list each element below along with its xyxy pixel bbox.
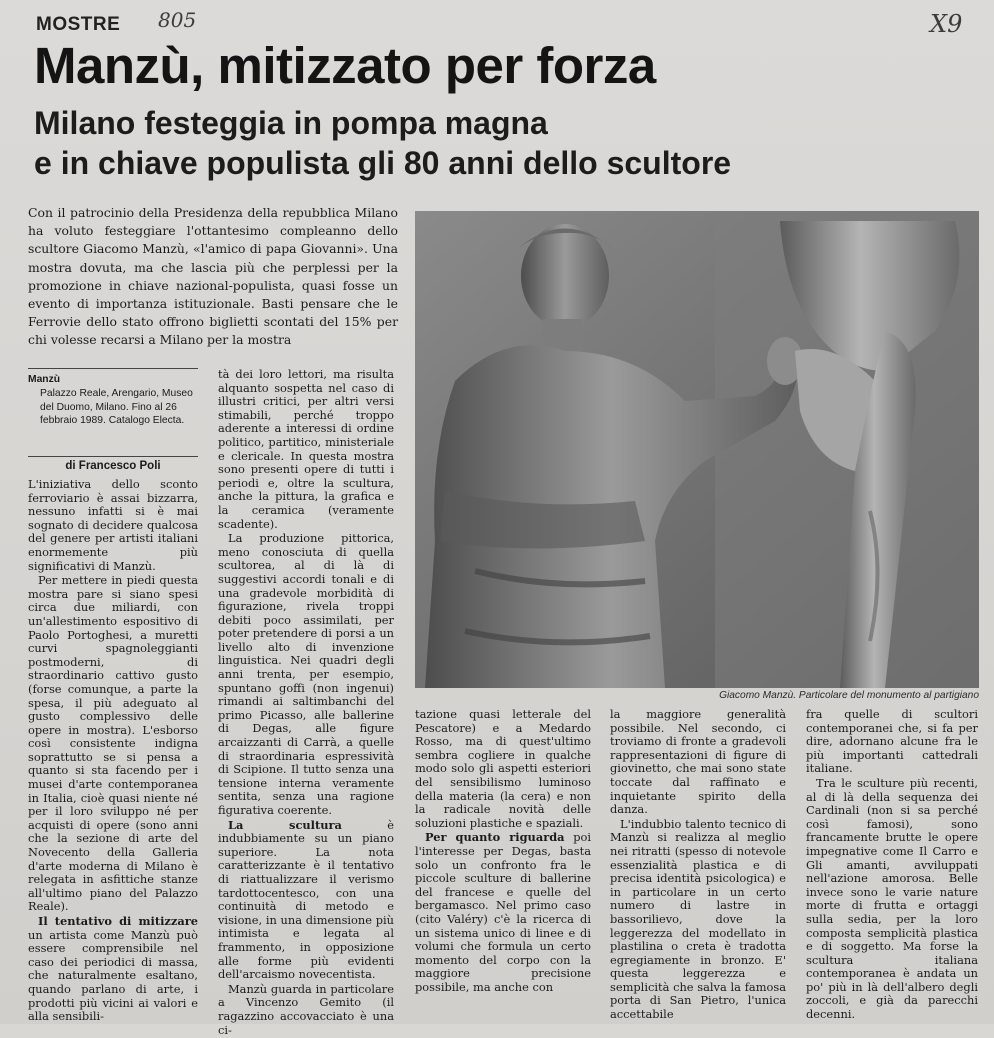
paragraph-lead: Per quanto riguarda: [425, 830, 565, 845]
headline: Manzù, mitizzato per forza: [34, 37, 656, 94]
paragraph: Tra le sculture più recenti, al di là della sequenza dei Cardinali (non si sa perché così famosi), sono francamente brutte le opere impegnative come Il Carro e Gli amanti, avviluppati nell'azione amorosa. Belle invece sono le varie nature morte di frutta e ortaggi sulla sedia, per la loro composta semplicità plastica e di soggetto. Ma forse la scultura italiana contemporanea è andata un po' più in là dell'albero degli zoccoli, e già da parecchi decenni.: [806, 775, 978, 1022]
article-column-1: [28, 478, 198, 1025]
paragraph: fra quelle di scultori contemporanei che, si fa per dire, adornano alcune fra le più importanti cattedrali italiane.: [806, 707, 978, 776]
photo-caption: Giacomo Manzù. Particolare del monumento al partigiano: [719, 690, 979, 701]
article-column-2: [218, 368, 394, 1038]
exhibition-title: Manzù: [28, 374, 61, 385]
handwritten-note-left: 805: [158, 8, 197, 32]
paragraph: L'iniziativa dello sconto ferroviario è assai bizzarra, nessuno infatti si è mai sognato di decidere qualcosa del genere per artisti italiani enormemente più significativi di Manzù.: [28, 477, 198, 573]
paragraph-text: è indubbiamente su un piano superiore. La nota caratterizzante è il tentativo di riattualizzare il verismo tardottocentesco, con una continuità di metodo e visione, in una dimensione più intimista e legata al frammento, in opposizione alle forme più evidenti dell'arcaismo novecentista.: [218, 817, 394, 982]
paragraph: tazione quasi letterale del Pescatore) e a Medardo Rosso, ma di quest'ultimo sembra cogliere in qualche modo solo gli aspetti esteriori del sensibilismo luminoso della materia (la cera) e non la radicale novità delle soluzioni plastiche e spaziali.: [415, 707, 591, 830]
paragraph-lead: La scultura: [228, 817, 342, 832]
subheadline: [34, 103, 964, 183]
paragraph: [415, 831, 591, 994]
paragraph: tà dei loro lettori, ma risulta alquanto sospetta nel caso di illustri critici, per altri versi stimabili, perché troppo aderente a interessi di ordine politico, partitico, ministeriale e clericale. In questa mostra sono presenti opere di tutti i periodi e, oltre la scultura, anche la pittura, la grafica e la ceramica (veramente scadente).: [218, 367, 394, 531]
paragraph-text: un artista come Manzù può essere comprensibile nel caso dei periodici di massa, che naturalmente esaltano, quando parlano di arte, i prodotti più vicini ai valori e alla sensibili-: [28, 927, 198, 1024]
paragraph: La produzione pittorica, meno conosciuta di quella scultorea, al di là di suggestivi accordi tonali e di una gradevole morbidità di figurazione, rivela troppi debiti poco assimilati, per poter pretendere di porsi a un livello alto di invenzione linguistica. Nei quadri degli anni trenta, per esempio, spuntano goffi (non ingenui) rimandi ai saltimbanchi del primo Picasso, alle ballerine di Degas, alle figure arcaizzanti di Carrà, a quelle di straordinaria espressività di Scipione. Il tutto senza una tensione interna veramente sentita, senza una ragione figurativa coerente.: [218, 531, 394, 817]
paragraph-lead: Il tentativo di mitizzare: [38, 914, 198, 928]
paragraph: Manzù guarda in particolare a Vincenzo Gemito (il ragazzino accovacciato è una ci-: [218, 981, 394, 1037]
article-column-5: [806, 708, 978, 1023]
paragraph: la maggiore generalità possibile. Nel secondo, ci troviamo di fronte a gradevoli rappresentazioni di figure di giovinetto, che mai sono state toccate dal raffinato e inquietante spirito della danza.: [610, 707, 786, 817]
paragraph-text: poi l'interesse per Degas, basta solo un confronto fra le piccole sculture di ballerine del francese e quelle del bergamasco. Nel primo caso (cito Valéry) c'è la ricerca di un sistema unico di linee e di volumi che formula un certo momento del corpo con la maggiore precisione possibile, ma anche con: [415, 830, 592, 994]
sculpture-photo: [415, 211, 979, 688]
handwritten-note-right: X9: [930, 10, 963, 38]
sculpture-photo-graphic: [415, 211, 979, 688]
exhibition-info-box: [28, 368, 198, 428]
subheadline-line-2: e in chiave populista gli 80 anni dello scultore: [34, 145, 732, 181]
article-intro: Con il patrocinio della Presidenza della repubblica Milano ha voluto festeggiare l'ottantesimo compleanno dello scultore Giacomo Manzù, «l'amico di papa Giovanni». Una mostra dovuta, ma che lascia più che perplessi per la promozione in chiave nazional-populista, quasi fosse un evento di importanza istituzionale. Basti pensare che le Ferrovie dello stato offrono biglietti scontati del 15% per chi volesse recarsi a Milano per la mostra: [28, 205, 398, 348]
article-column-4: [610, 708, 786, 1023]
paragraph: L'indubbio talento tecnico di Manzù si realizza al meglio nei ritratti (spesso di notevole essenzialità plastica e di precisa identità psicologica) e in particolare in un certo numero di lastre in bassorilievo, dove la leggerezza del modellato in plastilina o creta è tradotta egregiamente in bronzo. E' questa leggerezza e semplicità che salva la famosa porta di San Pietro, l'unica accettabile: [610, 816, 786, 1022]
exhibition-details: Palazzo Reale, Arengario, Museo del Duomo, Milano. Fino al 26 febbraio 1989. Catalogo Electa.: [40, 388, 193, 427]
author-byline: di Francesco Poli: [28, 456, 198, 472]
paragraph: [28, 915, 198, 1024]
paragraph: [218, 819, 394, 982]
section-kicker: MOSTRE: [36, 14, 121, 35]
paragraph: Per mettere in piedi questa mostra pare si siano spesi circa due miliardi, con un'allestimento espositivo di Paolo Portoghesi, a muretti curvi spagnoleggianti postmoderni, di straordinario cattivo gusto (forse comunque, a parte la spesa, il più adeguato al gusto complessivo delle opere in mostra). L'esborso così consistente indigna soprattutto se si pensa a quanto si sta facendo per i musei d'arte contemporanea in Italia, cioè quasi niente né per il loro sviluppo né per acquisti di opere (sono anni che la sezione di arte del Novecento della Galleria d'arte moderna di Milano è relegata in asfittiche stanze all'ultimo piano del Palazzo Reale).: [28, 573, 198, 914]
subheadline-line-1: Milano festeggia in pompa magna: [34, 105, 548, 141]
article-column-3: [415, 708, 591, 995]
